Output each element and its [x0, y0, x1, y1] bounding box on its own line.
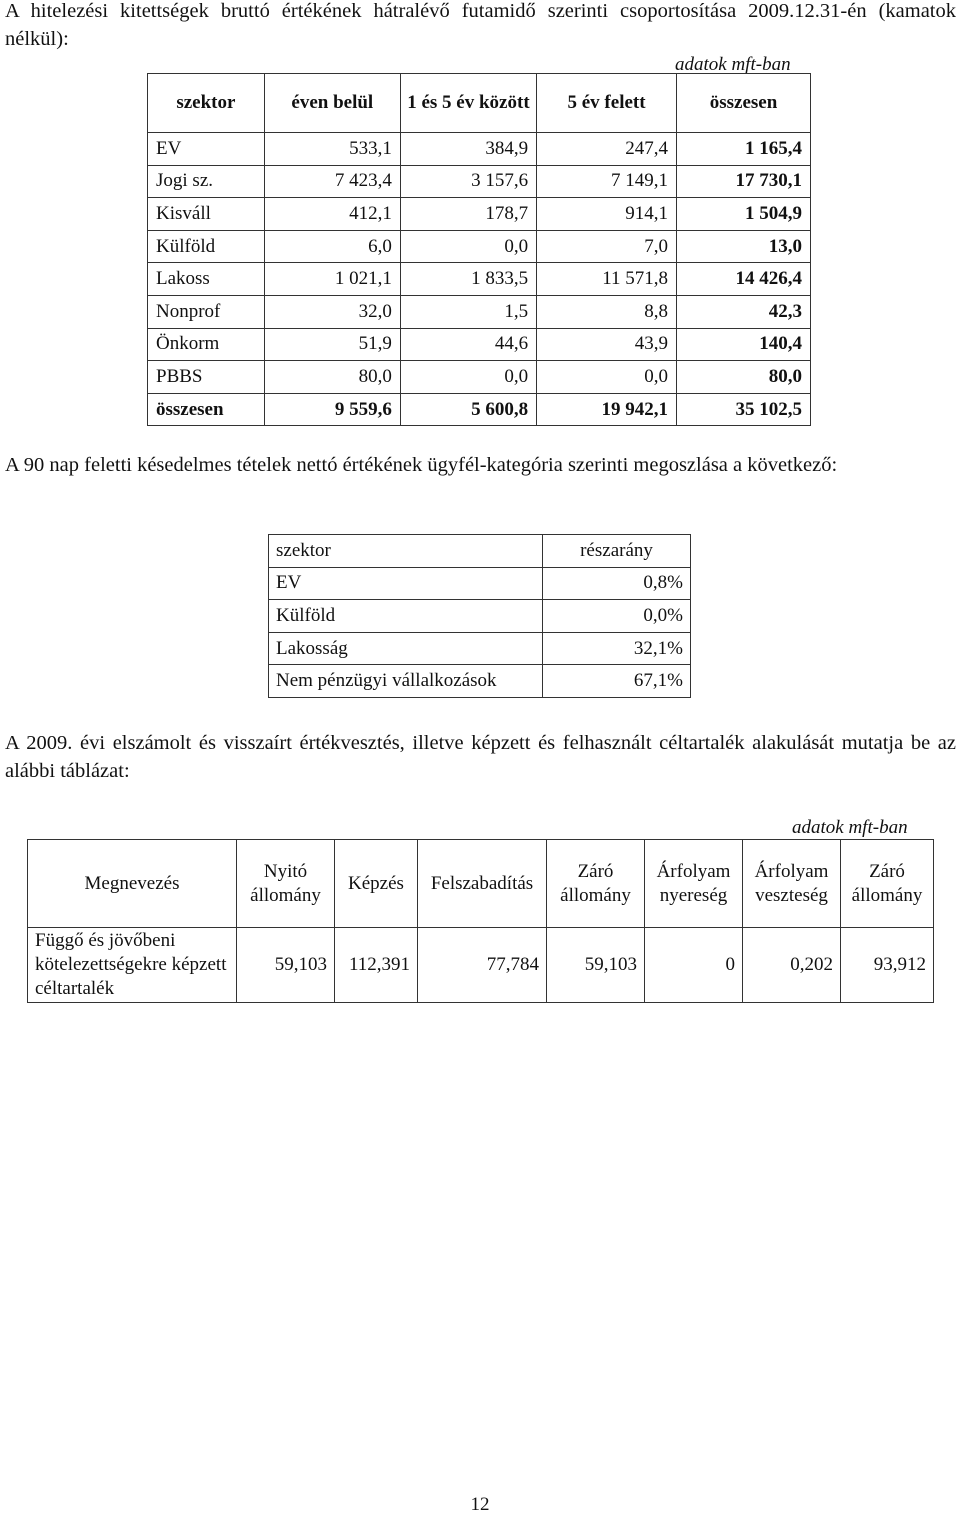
intro-paragraph-2: A 90 nap feletti késedelmes tételek nettó értékének ügyfél-kategória szerinti megoszlása a következő: [5, 454, 838, 476]
table-cell: 14 426,4 [677, 263, 811, 296]
table-header-row [148, 74, 811, 133]
intro-paragraph-3: A 2009. évi elszámolt és visszaírt értékvesztés, illetve képzett és felhasznált céltartalék alakulását mutatja be az alábbi táblázat: [5, 732, 956, 782]
table-cell: 44,6 [400, 328, 536, 361]
table-row [148, 328, 811, 361]
table-cell: Nonprof [148, 295, 265, 328]
header-cell: összesen [677, 74, 811, 133]
table-cell: 412,1 [264, 198, 400, 231]
header-cell: Megnevezés [28, 840, 237, 928]
table-cell: 67,1% [543, 665, 691, 698]
table-cell: 1 021,1 [264, 263, 400, 296]
table-cell: 59,103 [547, 928, 645, 1003]
table-cell: Jogi sz. [148, 165, 265, 198]
table-cell: 43,9 [537, 328, 677, 361]
table-cell: 0,202 [743, 928, 841, 1003]
table-cell: 3 157,6 [400, 165, 536, 198]
table-cell: 0 [645, 928, 743, 1003]
header-cell: szektor [269, 535, 543, 568]
table-row [269, 665, 691, 698]
header-cell: éven belül [264, 74, 400, 133]
table-row [148, 198, 811, 231]
unit-note-1: adatok mft-ban [675, 54, 791, 75]
header-cell: részarány [543, 535, 691, 568]
table-row [148, 263, 811, 296]
table-cell: Külföld [269, 600, 543, 633]
unit-note-3: adatok mft-ban [792, 817, 908, 838]
table-cell: Kisváll [148, 198, 265, 231]
table-cell: 1 833,5 [400, 263, 536, 296]
table-row [269, 632, 691, 665]
table-cell: 8,8 [537, 295, 677, 328]
table-cell: 13,0 [677, 230, 811, 263]
table-cell: 9 559,6 [264, 393, 400, 426]
table-row [269, 600, 691, 633]
table-cell: 77,784 [418, 928, 547, 1003]
table-cell: 35 102,5 [677, 393, 811, 426]
table-cell: 1 165,4 [677, 133, 811, 166]
table-cell: 112,391 [335, 928, 418, 1003]
table-total-row [148, 393, 811, 426]
table-cell: 7,0 [537, 230, 677, 263]
header-cell: Árfolyam nyereség [645, 840, 743, 928]
table-cell: Külföld [148, 230, 265, 263]
table-cell: 247,4 [537, 133, 677, 166]
header-cell: 1 és 5 év között [400, 74, 536, 133]
table-row [148, 133, 811, 166]
table-cell: 93,912 [841, 928, 934, 1003]
table-cell: 32,0 [264, 295, 400, 328]
table-cell: összesen [148, 393, 265, 426]
table-cell: 0,8% [543, 567, 691, 600]
table-cell: 80,0 [677, 361, 811, 394]
table-cell: 5 600,8 [400, 393, 536, 426]
page-number: 12 [470, 1494, 490, 1515]
table-cell: 178,7 [400, 198, 536, 231]
table-cell: Nem pénzügyi vállalkozások [269, 665, 543, 698]
table-cell: 11 571,8 [537, 263, 677, 296]
table-row [148, 361, 811, 394]
table-cell: 140,4 [677, 328, 811, 361]
table-cell: 0,0 [400, 361, 536, 394]
header-cell: Felszabadítás [418, 840, 547, 928]
table-cell: 914,1 [537, 198, 677, 231]
table-cell: 7 423,4 [264, 165, 400, 198]
table-cell: PBBS [148, 361, 265, 394]
table-cell: 0,0 [537, 361, 677, 394]
table-cell: 7 149,1 [537, 165, 677, 198]
table-cell: Függő és jövőbeni kötelezettségekre képzett céltartalék [28, 928, 237, 1003]
table-cell: 17 730,1 [677, 165, 811, 198]
table-row [269, 567, 691, 600]
intro-paragraph-1: A hitelezési kitettségek bruttó értékének hátralévő futamidő szerinti csoportosítása 2009.12.31-én (kamatok nélkül): [5, 0, 956, 50]
table-row [148, 230, 811, 263]
table-cell: Lakosság [269, 632, 543, 665]
table-row [148, 165, 811, 198]
table-cell: 1 504,9 [677, 198, 811, 231]
overdue-share-table [268, 534, 691, 698]
header-cell: Árfolyam veszteség [743, 840, 841, 928]
header-cell: Záró állomány [841, 840, 934, 928]
table-header-row [269, 535, 691, 568]
table-cell: 32,1% [543, 632, 691, 665]
header-cell: szektor [148, 74, 265, 133]
table-row [148, 295, 811, 328]
table-cell: 1,5 [400, 295, 536, 328]
table-cell: 533,1 [264, 133, 400, 166]
table-cell: EV [148, 133, 265, 166]
table-cell: 42,3 [677, 295, 811, 328]
table-cell: 384,9 [400, 133, 536, 166]
table-cell: 0,0 [400, 230, 536, 263]
table-header-row [28, 840, 934, 928]
header-cell: Képzés [335, 840, 418, 928]
table-row [28, 928, 934, 1003]
table-cell: 59,103 [237, 928, 335, 1003]
table-cell: Önkorm [148, 328, 265, 361]
table-cell: 80,0 [264, 361, 400, 394]
header-cell: Záró állomány [547, 840, 645, 928]
header-cell: 5 év felett [537, 74, 677, 133]
table-cell: EV [269, 567, 543, 600]
table-cell: 19 942,1 [537, 393, 677, 426]
maturity-table [147, 73, 811, 426]
table-cell: Lakoss [148, 263, 265, 296]
table-cell: 0,0% [543, 600, 691, 633]
header-cell: Nyitó állomány [237, 840, 335, 928]
provision-table [27, 839, 934, 1003]
table-cell: 6,0 [264, 230, 400, 263]
table-cell: 51,9 [264, 328, 400, 361]
